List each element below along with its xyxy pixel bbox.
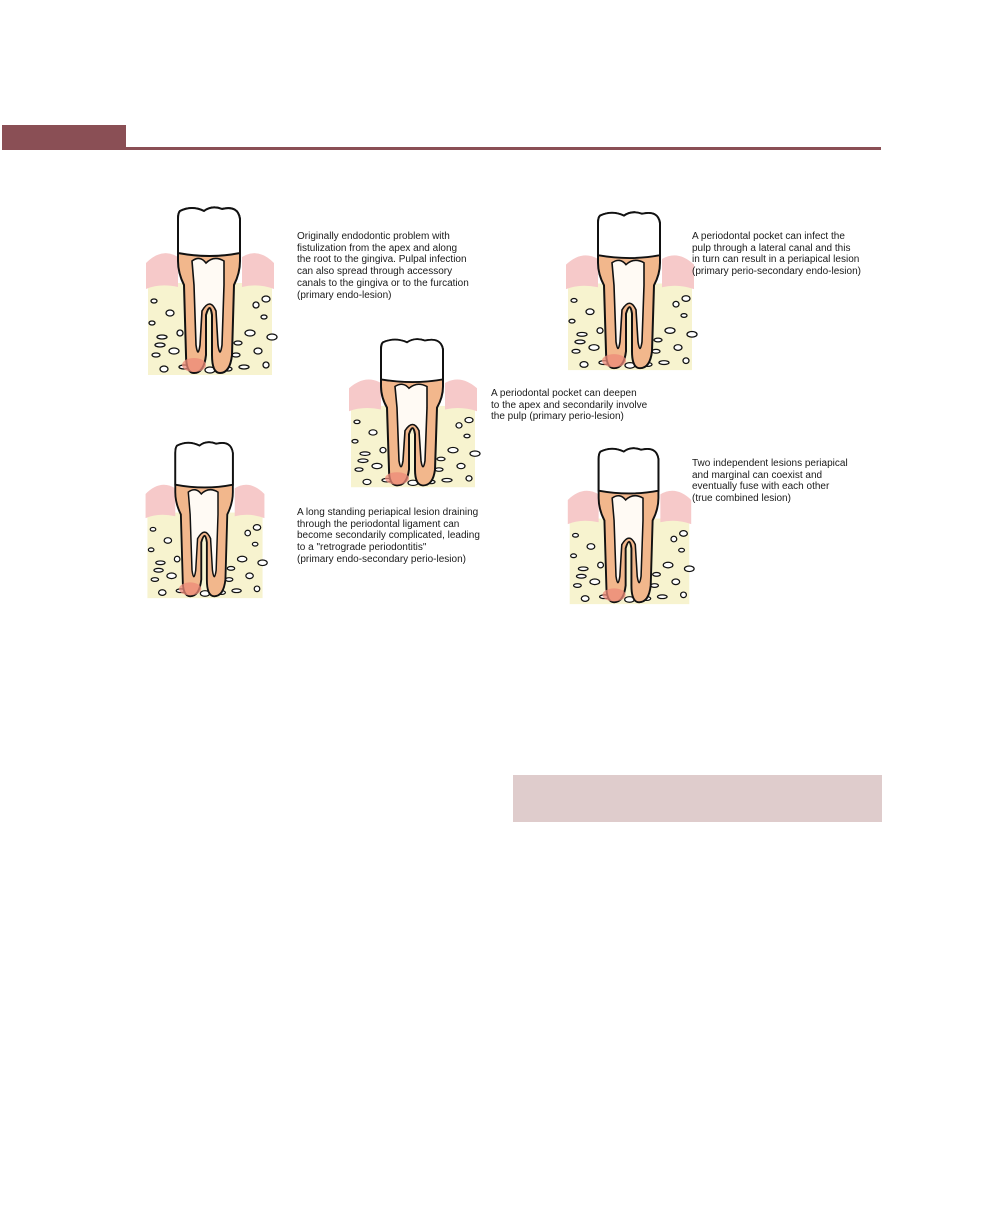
footer-box	[513, 775, 882, 822]
caption-primary-endo-lesion: Originally endodontic problem with fistulization from the apex and along the root to the gingiva. Pulpal infection can also spread through accessory canals to the gingiva or to the furcation (primary endo-lesion)	[297, 231, 469, 301]
caption-true-combined-lesion: Two independent lesions periapical and marginal can coexist and eventually fuse with each other (true combined lesion)	[692, 458, 848, 505]
tooth-illustration-combined	[562, 446, 697, 606]
tooth-illustration-perio	[343, 337, 483, 489]
caption-primary-perio-lesion: A periodontal pocket can deepen to the apex and secondarily involve the pulp (primary perio-lesion)	[491, 388, 648, 423]
tooth-cross-section-icon	[146, 442, 268, 598]
caption-primary-perio-secondary-endo-lesion: A periodontal pocket can infect the pulp through a lateral canal and this in turn can result in a periapical lesion (primary perio-secondary endo-lesion)	[692, 231, 861, 278]
tooth-illustration-endo-perio	[140, 440, 270, 600]
tooth-cross-section-icon	[566, 212, 697, 370]
header-rule	[2, 147, 881, 150]
tooth-illustration-perio-endo	[560, 210, 700, 372]
tooth-illustration-endo	[140, 205, 280, 377]
tooth-cross-section-icon	[146, 207, 277, 375]
tooth-cross-section-icon	[568, 448, 694, 604]
tooth-cross-section-icon	[349, 339, 480, 487]
caption-primary-endo-secondary-perio-lesion: A long standing periapical lesion draining through the periodontal ligament can become secondarily complicated, leading to a "retrograde periodontitis" (primary endo-secondary perio-lesion)	[297, 507, 480, 565]
